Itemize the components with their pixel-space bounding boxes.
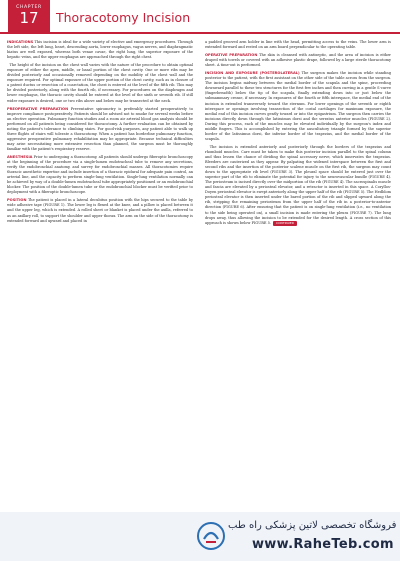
heading-incision-exposure: INCISION AND EXPOSURE (POSTEROLATERAL) — [205, 71, 300, 76]
column-bottom-mask — [0, 500, 200, 512]
paragraph-preoperative — [7, 107, 193, 152]
chapter-label: CHAPTER — [16, 5, 42, 10]
footer-url[interactable]: www.RaheTeb.com — [252, 537, 394, 552]
paragraph-text: The skin is cleansed with antiseptic, and the area of incision is either draped with towels or covered with an adhesive plastic drape, followed by a large sterile thoracotomy sheet. A time-out is performed. — [205, 53, 391, 68]
paragraph-text: Prior to undergoing a thoracotomy, all patients should undergo fiberoptic bronchoscopy at the beginning of the procedure via a single-lumen endotracheal tube to remove any secretions, verify the endobronchial anatomy, and survey for endobronchial masses. All thoracotomies require thoracic anesthetic expertise and include insertion of a thoracic epidural for adequate pain control, an arterial line, and the capacity to perform single-lung ventilation. Single-lung ventilation normally can be achieved by way of a double-lumen endotracheal tube appropriately positioned or an endobronchial blocker. The position of the double-lumen tube or the endobronchial blocker must be verified prior to deployment with a fiberoptic bronchoscope. — [7, 154, 193, 195]
paragraph-text: Preventative spirometry is preferably started preoperatively to improve compliance postoperatively. Patients should be advised not to smoke for several weeks before an elective operation. Pulmonary function studies and a room air arterial blood gas analysis should be performed on all patients being considered for thoracotomy. A further evaluation can be obtained by noting the patient's tolerance to climbing stairs. For good-risk purposes, any patient able to walk up three flights of stairs will tolerate a thoracotomy. When a patient has borderline pulmonary function, aggressive preoperative pulmonary rehabilitation may be appropriate. Because technical difficulties may arise necessitating more extensive resection than planned, the surgeon must be thoroughly familiar with the patient's respiratory reserve. — [7, 106, 193, 151]
paragraph-incision-height — [7, 63, 193, 103]
heading-position: POSITION — [7, 198, 27, 203]
paragraph-incision-exposure — [205, 71, 391, 142]
paragraph-text: The incision is extended anteriorly and posteriorly through the borders of the trapezius and rhomboid muscles. Care must be taken to make this posterior incision parallel to the spinal column and thus lessen the chance of dividing the spinal accessory nerve, which innervates the trapezius. Bleeders are cauterized as they appear. By palpating the widened interspace between the first and second ribs and the insertion of the posterior scalene muscle on the first rib, the surgeon may count down to the appropriate rib level (FIGURE 3). The pleural space should be entered just over the superior part of the rib to eliminate the potential for injury to the neurovascular bundle (FIGURE 4). The periosteum is incised directly over the midportion of the rib (FIGURE 4). The sacrospinalis muscle and fascia are elevated by a periosteal elevator, and a retractor is inserted in this space. A Coryllos-Doyen periosteal elevator is swept anteriorly along the upper half of the rib (FIGURE 5). The Hedblom periosteal elevator is then inserted under the bared portion of the rib and slipped upward along the rib, stripping the remaining periosteum from the upper half of the rib in a posterior-to-anterior direction (FIGURE 6). After ensuring that the patient is on single-lung ventilation (i.e., no ventilation to the side being operated on), a small incision is made entering the pleura (FIGURE 7). The lung drops away, thus allowing the incision to be extended for the desired length. A cross section of this approach is shown below FIGURE 5. — [205, 144, 392, 225]
paragraph-text: The surgeon makes the incision while standing posterior to the patient, with the first assistant on the other side of the table across from the surgeon. The incision begins midway between the medial border of the scapula and the spine, proceeding downward parallel to these two structures for the first few inches and then curving in a gentle S-curve (fingerbreadth) below the tip of the scapula, finally extending down into or just below the submammary crease, if necessary. In exposures of the fourth or fifth interspace, the medial end of the incision is extended transversely toward the sternum. For lower openings of the seventh or eighth interspace or openings involving transection of the costal cartilages for maximum exposure, the medial end of this incision curves gently toward or into the epigastrium. The surgeon then carries the incisions directly down through the latissimus dorsi and the serratus anterior muscles (FIGURE 2). During this process, each of the muscles may be elevated individually by the surgeon's index and middle fingers. This is accomplished by entering the auscultatory triangle formed by the superior border of the latissimus dorsi, the inferior border of the trapezius, and the medial border of the scapula. — [205, 71, 391, 141]
paragraph-position — [7, 198, 193, 223]
heading-anesthesia: ANESTHESIA — [7, 154, 33, 159]
footer-persian-text: فروشگاه تخصصی لاتین پزشکی راه طب — [228, 520, 397, 531]
chapter-badge — [8, 0, 50, 32]
heading-indications: INDICATIONS — [7, 40, 34, 44]
right-column — [205, 40, 391, 229]
heading-preoperative: PREOPERATIVE PREPARATION — [7, 106, 69, 111]
paragraph-anesthesia — [7, 155, 193, 195]
paragraph-indications — [7, 40, 193, 60]
page-title: Thoracotomy Incision — [56, 10, 191, 25]
continued-badge: CONTINUED — [273, 221, 297, 226]
paragraph-text: This incision is ideal for a wide variety of elective and emergency procedures. Through the left side, the left lung, heart, descending aorta, lower esophagus, vagus nerves, and diaphragmatic hiatus are well exposed, whereas both venae cavae, the right lung, the superior exposure of the hepatic veins, and the upper esophagus are approached through the right chest. — [7, 40, 193, 60]
raheteb-logo-icon — [196, 521, 226, 551]
paragraph-text: a padded grooved arm holder in line with the head, permitting access to the veins. The lower arm is extended forward and rested on an arm board perpendicular to the operating table. — [205, 40, 391, 50]
paragraph-incision-extended — [205, 145, 391, 226]
paragraph-operative-prep — [205, 53, 391, 68]
chapter-number: 17 — [19, 9, 39, 27]
paragraph-text: The height of the incision on the chest wall varies with the nature of the procedure to obtain optimal exposure of either the apex, middle, or basal portion of the chest cavity. One or more ribs may be divided posteriorly and occasionally removed depending on the mobility of the chest wall and the exposure required. For optimal exposure of the upper portion of the chest cavity, such as in closure of a patent ductus or resection of a coarctation, the chest is entered at the level of the fifth rib. This may be divided posteriorly, along with the fourth rib, if necessary. For procedures on the diaphragm and lower esophagus, the thoracic cavity should be entered at the level of the sixth or seventh rib. If still wider exposure is desired, one or two ribs above and below may be transected at the neck. — [7, 63, 194, 103]
paragraph-position-cont — [205, 40, 391, 50]
heading-operative-prep: OPERATIVE PREPARATION — [205, 53, 258, 58]
header-rule — [0, 32, 400, 34]
left-column — [7, 40, 193, 227]
paragraph-text: The patient is placed in a lateral decubitus position with the hips secured to the table by wide adhesive tape (FIGURE 1). The lower leg is flexed at the knee, and a pillow is placed between it and the upper leg, which is extended. A rolled sheet or blanket is placed under the axilla, referred to as an axillary roll, to support the shoulder and upper thorax. The arm on the side of the thoracotomy is extended forward and upward and placed in — [7, 198, 193, 223]
